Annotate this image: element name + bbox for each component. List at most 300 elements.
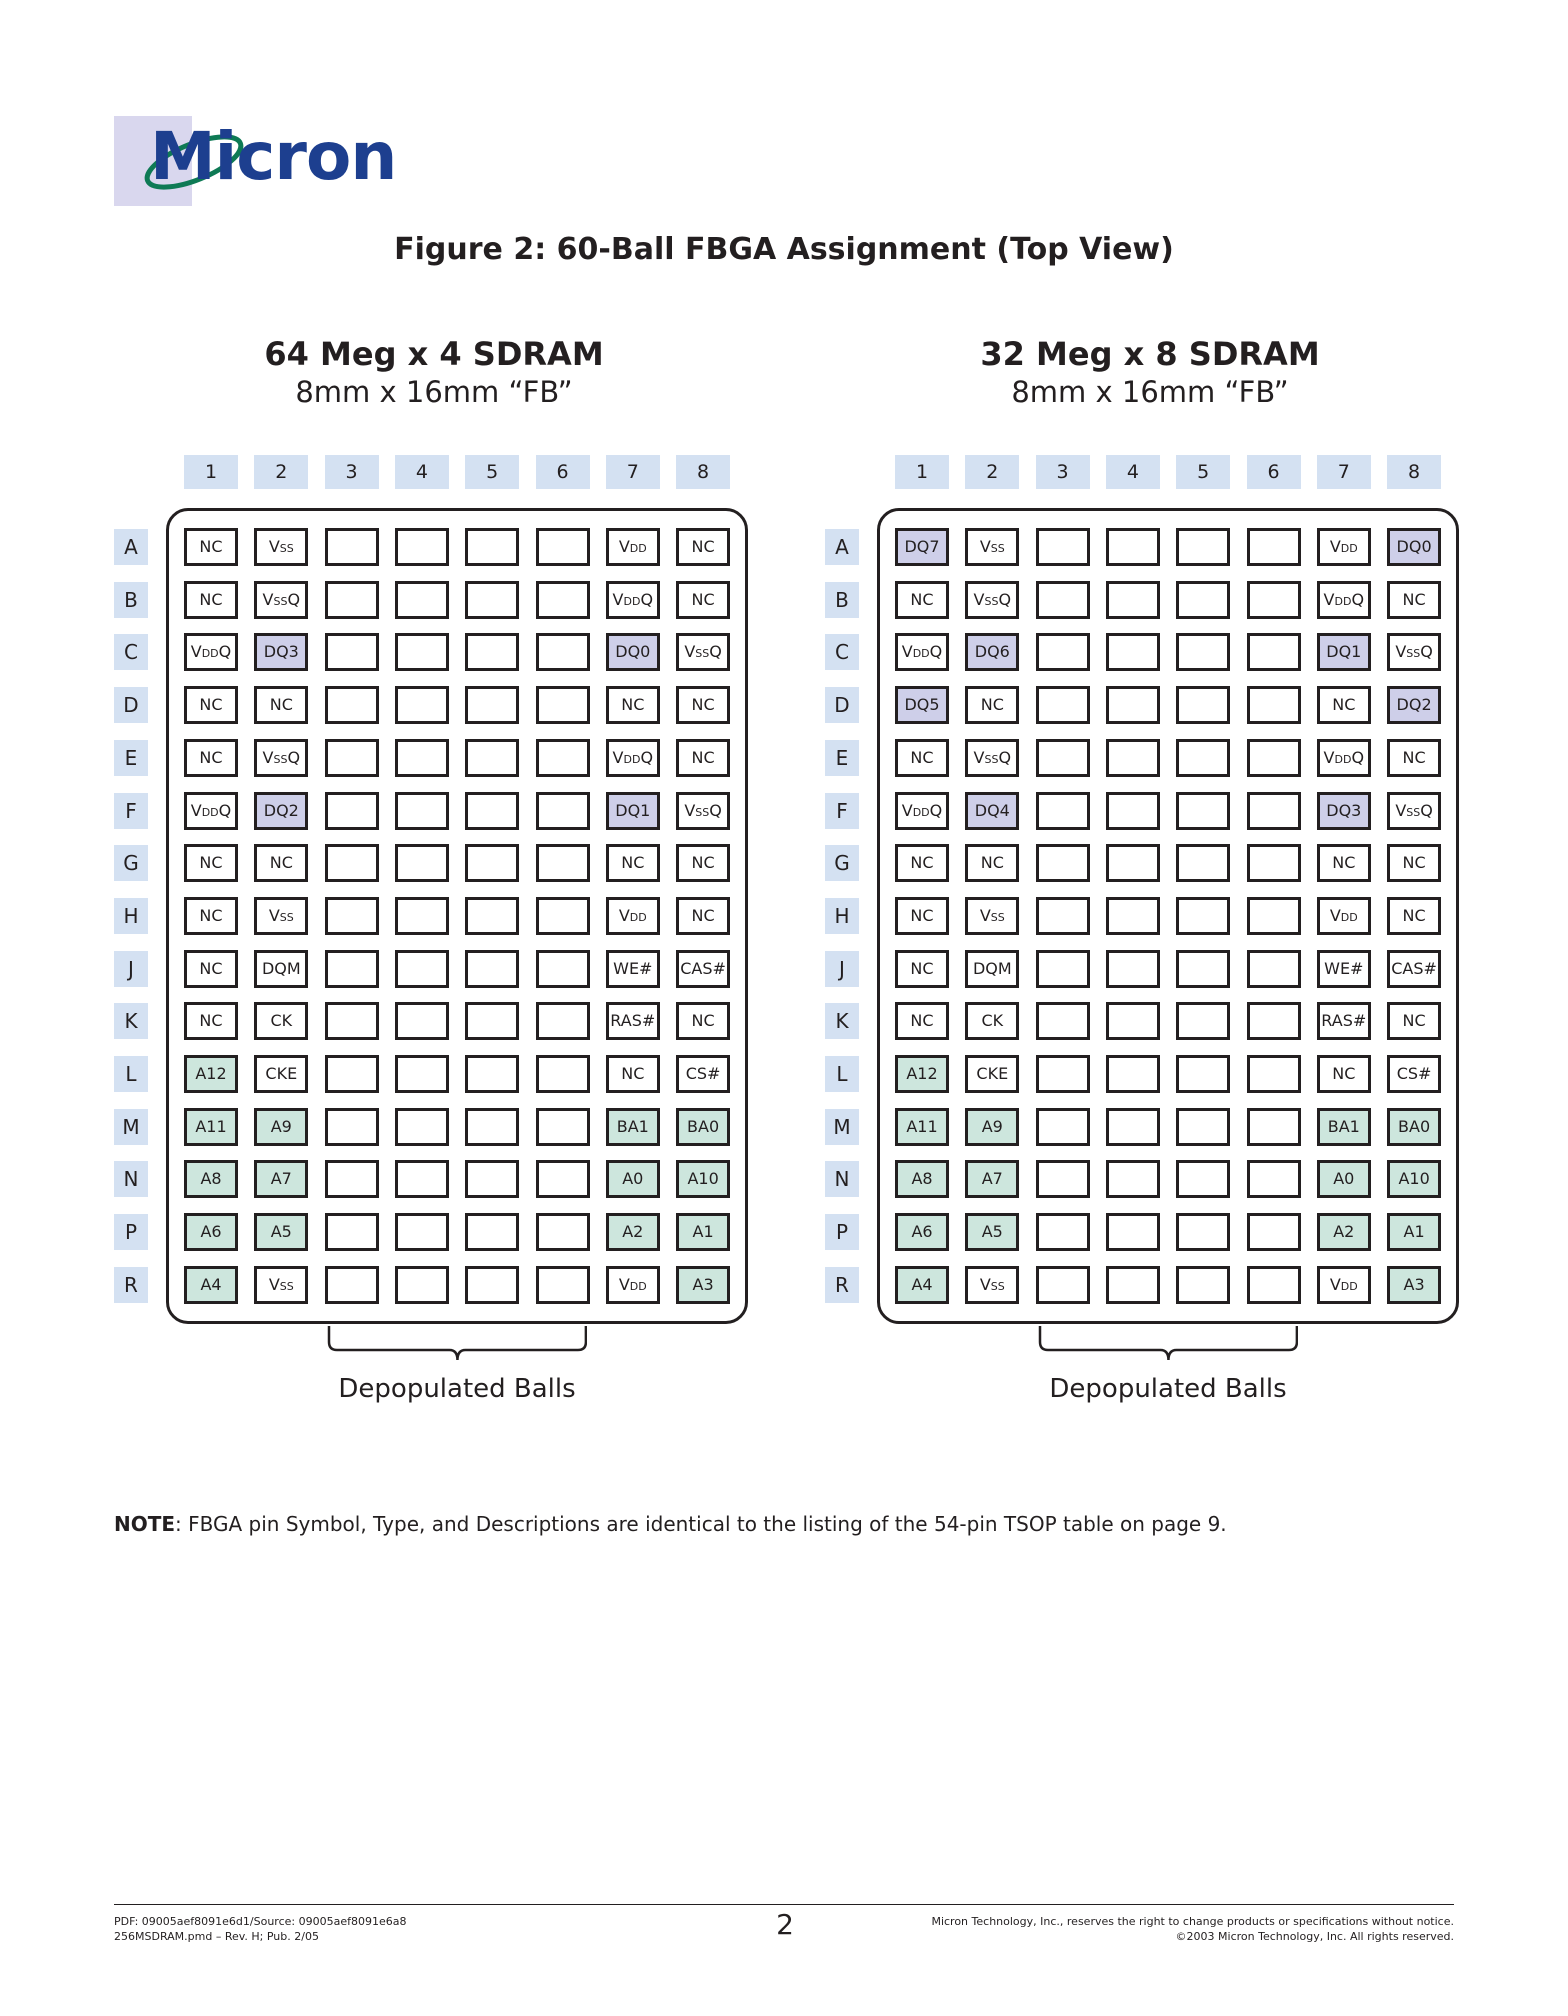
ball-depopulated: [325, 686, 379, 724]
ball-depopulated: [395, 528, 449, 566]
pin-subscript: SS: [695, 805, 710, 819]
row-header: M: [114, 1109, 148, 1145]
ball-pin: A6: [184, 1213, 238, 1251]
ball-pin: VSS: [965, 897, 1019, 935]
ball-depopulated: [1036, 897, 1090, 935]
ball-depopulated: [1247, 950, 1301, 988]
ball-pin: VSSQ: [1387, 633, 1441, 671]
ball-pin: NC: [184, 528, 238, 566]
ball-pin: A11: [184, 1108, 238, 1146]
ball-pin: DQM: [254, 950, 308, 988]
pin-subscript: DD: [629, 1279, 647, 1293]
column-header: 4: [395, 455, 449, 489]
ball-pin: NC: [606, 1055, 660, 1093]
ball-pin: VSSQ: [965, 739, 1019, 777]
pin-subscript: DD: [912, 647, 930, 661]
ball-pin: NC: [1317, 686, 1371, 724]
ball-depopulated: [1036, 528, 1090, 566]
ball-depopulated: [465, 792, 519, 830]
ball-depopulated: [1036, 1108, 1090, 1146]
note-label: NOTE: [114, 1512, 176, 1536]
ball-depopulated: [1247, 581, 1301, 619]
footer-left: [114, 1914, 406, 1944]
ball-pin: NC: [676, 581, 730, 619]
ball-depopulated: [465, 528, 519, 566]
ball-depopulated: [1106, 739, 1160, 777]
pin-subscript: SS: [279, 910, 294, 924]
ball-depopulated: [395, 686, 449, 724]
ball-pin: NC: [184, 581, 238, 619]
depopulated-brace-icon: [1038, 1324, 1299, 1364]
ball-pin: CKE: [965, 1055, 1019, 1093]
row-header: B: [825, 582, 859, 618]
ball-depopulated: [325, 1266, 379, 1304]
ball-pin: CK: [965, 1002, 1019, 1040]
ball-pin: NC: [895, 739, 949, 777]
ball-pin: CAS#: [1387, 950, 1441, 988]
ball-depopulated: [465, 686, 519, 724]
ball-depopulated: [1247, 1266, 1301, 1304]
ball-pin: A3: [1387, 1266, 1441, 1304]
ball-pin: A6: [895, 1213, 949, 1251]
ball-depopulated: [325, 1108, 379, 1146]
column-header: 6: [1247, 455, 1301, 489]
ball-depopulated: [1106, 1160, 1160, 1198]
ball-pin: DQ2: [254, 792, 308, 830]
ball-depopulated: [1247, 844, 1301, 882]
row-header: L: [825, 1056, 859, 1092]
ball-depopulated: [325, 897, 379, 935]
ball-depopulated: [325, 792, 379, 830]
ball-pin: A8: [184, 1160, 238, 1198]
ball-depopulated: [1036, 739, 1090, 777]
pin-subscript: SS: [279, 542, 294, 555]
ball-depopulated: [1106, 897, 1160, 935]
ball-depopulated: [1176, 1055, 1230, 1093]
ball-pin: DQ0: [606, 633, 660, 671]
row-header: R: [825, 1267, 859, 1303]
pin-subscript: SS: [279, 1279, 294, 1293]
ball-pin: NC: [1387, 581, 1441, 619]
ball-pin: CKE: [254, 1055, 308, 1093]
pin-subscript: DD: [629, 910, 647, 924]
ball-depopulated: [1176, 950, 1230, 988]
row-header: N: [114, 1161, 148, 1197]
ball-pin: A4: [184, 1266, 238, 1304]
ball-depopulated: [536, 897, 590, 935]
ball-pin: A12: [895, 1055, 949, 1093]
ball-pin: DQM: [965, 950, 1019, 988]
ball-pin: VDDQ: [1317, 581, 1371, 619]
ball-pin: BA0: [1387, 1108, 1441, 1146]
ball-depopulated: [1106, 950, 1160, 988]
pin-subscript: DD: [629, 542, 647, 555]
ball-pin: VDDQ: [606, 581, 660, 619]
ball-pin: A5: [965, 1213, 1019, 1251]
ball-depopulated: [536, 1213, 590, 1251]
pin-subscript: SS: [273, 752, 288, 766]
ball-depopulated: [1176, 1266, 1230, 1304]
ball-depopulated: [395, 1213, 449, 1251]
pin-subscript: DD: [1340, 542, 1358, 555]
ball-pin: NC: [676, 1002, 730, 1040]
ball-depopulated: [536, 792, 590, 830]
ball-pin: A0: [1317, 1160, 1371, 1198]
ball-depopulated: [1036, 1055, 1090, 1093]
ball-pin: A7: [254, 1160, 308, 1198]
ball-pin: NC: [676, 897, 730, 935]
ball-pin: DQ3: [1317, 792, 1371, 830]
pin-subscript: DD: [1340, 1279, 1358, 1293]
ball-pin: DQ1: [606, 792, 660, 830]
ball-depopulated: [1176, 633, 1230, 671]
ball-depopulated: [395, 844, 449, 882]
row-header: D: [114, 687, 148, 723]
ball-depopulated: [465, 1002, 519, 1040]
ball-depopulated: [536, 950, 590, 988]
footer-copyright: ©2003 Micron Technology, Inc. All rights reserved.: [1175, 1930, 1454, 1943]
ball-pin: DQ5: [895, 686, 949, 724]
ball-depopulated: [325, 581, 379, 619]
column-header: 3: [325, 455, 379, 489]
pin-subscript: SS: [984, 594, 999, 608]
ball-depopulated: [536, 1266, 590, 1304]
ball-pin: BA1: [1317, 1108, 1371, 1146]
ball-pin: VDD: [606, 528, 660, 566]
ball-pin: BA0: [676, 1108, 730, 1146]
ball-pin: NC: [254, 686, 308, 724]
column-header: 8: [1387, 455, 1441, 489]
ball-depopulated: [465, 1108, 519, 1146]
ball-depopulated: [465, 1266, 519, 1304]
ball-depopulated: [465, 581, 519, 619]
ball-pin: A9: [965, 1108, 1019, 1146]
row-header: L: [114, 1056, 148, 1092]
column-header: 3: [1036, 455, 1090, 489]
ball-depopulated: [1176, 792, 1230, 830]
row-header: R: [114, 1267, 148, 1303]
row-header: K: [114, 1003, 148, 1039]
ball-depopulated: [1106, 686, 1160, 724]
pin-subscript: SS: [1406, 647, 1421, 661]
ball-pin: NC: [1317, 1055, 1371, 1093]
column-header: 2: [965, 455, 1019, 489]
ball-pin: NC: [1387, 897, 1441, 935]
ball-depopulated: [395, 1055, 449, 1093]
ball-pin: VDD: [606, 897, 660, 935]
ball-depopulated: [395, 792, 449, 830]
ball-depopulated: [1247, 1213, 1301, 1251]
row-header: H: [114, 898, 148, 934]
ball-pin: VDDQ: [606, 739, 660, 777]
ball-depopulated: [1247, 633, 1301, 671]
ball-depopulated: [395, 897, 449, 935]
micron-logo: [114, 114, 424, 208]
ball-depopulated: [465, 1055, 519, 1093]
ball-depopulated: [1176, 581, 1230, 619]
row-header: A: [114, 529, 148, 565]
ball-pin: WE#: [606, 950, 660, 988]
ball-pin: VDDQ: [895, 792, 949, 830]
row-header: G: [825, 845, 859, 881]
ball-pin: A2: [606, 1213, 660, 1251]
row-header: A: [825, 529, 859, 565]
ball-depopulated: [465, 1160, 519, 1198]
ball-pin: VSS: [254, 897, 308, 935]
ball-pin: VDDQ: [1317, 739, 1371, 777]
ball-depopulated: [395, 633, 449, 671]
page-number: 2: [776, 1908, 794, 1941]
ball-pin: CS#: [676, 1055, 730, 1093]
ball-pin: VSSQ: [676, 633, 730, 671]
footer-revision: 256MSDRAM.pmd – Rev. H; Pub. 2/05: [114, 1930, 319, 1943]
column-header: 5: [465, 455, 519, 489]
column-header: 4: [1106, 455, 1160, 489]
row-header: M: [825, 1109, 859, 1145]
ball-depopulated: [1176, 844, 1230, 882]
ball-pin: DQ2: [1387, 686, 1441, 724]
logo-wordmark: Micron: [150, 118, 397, 195]
ball-depopulated: [1247, 1108, 1301, 1146]
ball-pin: VDDQ: [184, 792, 238, 830]
ball-pin: NC: [676, 528, 730, 566]
column-header: 6: [536, 455, 590, 489]
ball-pin: VSSQ: [965, 581, 1019, 619]
ball-depopulated: [465, 1213, 519, 1251]
ball-pin: NC: [895, 950, 949, 988]
ball-pin: NC: [606, 844, 660, 882]
ball-depopulated: [325, 1160, 379, 1198]
row-header: G: [114, 845, 148, 881]
ball-pin: NC: [676, 686, 730, 724]
ball-pin: A5: [254, 1213, 308, 1251]
ball-pin: NC: [676, 844, 730, 882]
ball-pin: DQ6: [965, 633, 1019, 671]
ball-depopulated: [536, 1055, 590, 1093]
ball-pin: VSS: [254, 528, 308, 566]
pin-subscript: DD: [201, 805, 219, 819]
ball-pin: VDD: [606, 1266, 660, 1304]
ball-pin: VSS: [254, 1266, 308, 1304]
note: [114, 1512, 1227, 1536]
ball-pin: DQ4: [965, 792, 1019, 830]
ball-pin: NC: [184, 1002, 238, 1040]
ball-depopulated: [1176, 739, 1230, 777]
package-1-size: 8mm x 16mm “FB”: [295, 375, 573, 409]
ball-depopulated: [465, 633, 519, 671]
pin-subscript: DD: [623, 594, 641, 608]
row-header: J: [825, 951, 859, 987]
ball-pin: A1: [1387, 1213, 1441, 1251]
column-header: 7: [606, 455, 660, 489]
ball-depopulated: [1036, 792, 1090, 830]
ball-depopulated: [465, 844, 519, 882]
ball-depopulated: [1106, 844, 1160, 882]
ball-pin: CS#: [1387, 1055, 1441, 1093]
ball-depopulated: [395, 1002, 449, 1040]
ball-depopulated: [1036, 686, 1090, 724]
depopulated-balls-label: Depopulated Balls: [338, 1374, 576, 1404]
ball-depopulated: [1247, 1055, 1301, 1093]
ball-depopulated: [1176, 1108, 1230, 1146]
pin-subscript: DD: [912, 805, 930, 819]
row-header: D: [825, 687, 859, 723]
footer-source: PDF: 09005aef8091e6d1/Source: 09005aef8091e6a8: [114, 1915, 407, 1928]
ball-pin: NC: [895, 581, 949, 619]
ball-depopulated: [465, 950, 519, 988]
pin-subscript: SS: [695, 647, 710, 661]
footer-disclaimer: Micron Technology, Inc., reserves the right to change products or specifications without notice.: [931, 1915, 1454, 1928]
ball-depopulated: [1106, 1266, 1160, 1304]
column-header: 2: [254, 455, 308, 489]
ball-pin: VSSQ: [254, 739, 308, 777]
ball-depopulated: [1036, 844, 1090, 882]
ball-pin: BA1: [606, 1108, 660, 1146]
ball-depopulated: [1176, 1213, 1230, 1251]
ball-depopulated: [1106, 581, 1160, 619]
ball-depopulated: [325, 844, 379, 882]
ball-pin: CK: [254, 1002, 308, 1040]
ball-depopulated: [536, 1002, 590, 1040]
row-header: K: [825, 1003, 859, 1039]
row-header: P: [114, 1214, 148, 1250]
ball-depopulated: [1106, 1213, 1160, 1251]
row-header: E: [114, 740, 148, 776]
row-header: C: [825, 634, 859, 670]
column-header: 1: [895, 455, 949, 489]
ball-pin: VSSQ: [1387, 792, 1441, 830]
ball-depopulated: [536, 686, 590, 724]
package-1-name: 64 Meg x 4 SDRAM: [264, 335, 604, 373]
ball-pin: WE#: [1317, 950, 1371, 988]
package-title-1: [174, 334, 694, 410]
ball-pin: NC: [1317, 844, 1371, 882]
pin-subscript: SS: [990, 1279, 1005, 1293]
ball-pin: NC: [606, 686, 660, 724]
ball-pin: VDD: [1317, 897, 1371, 935]
pin-subscript: DD: [1334, 752, 1352, 766]
ball-depopulated: [1176, 686, 1230, 724]
row-header: N: [825, 1161, 859, 1197]
ball-depopulated: [1247, 528, 1301, 566]
ball-pin: A10: [676, 1160, 730, 1198]
figure-title: Figure 2: 60-Ball FBGA Assignment (Top View): [394, 232, 1174, 267]
ball-depopulated: [1247, 897, 1301, 935]
pin-subscript: SS: [990, 910, 1005, 924]
ball-pin: VSS: [965, 1266, 1019, 1304]
ball-depopulated: [325, 950, 379, 988]
ball-pin: A4: [895, 1266, 949, 1304]
row-header: J: [114, 951, 148, 987]
package-2-name: 32 Meg x 8 SDRAM: [980, 335, 1320, 373]
ball-depopulated: [536, 1160, 590, 1198]
ball-depopulated: [536, 581, 590, 619]
column-header: 5: [1176, 455, 1230, 489]
ball-depopulated: [325, 1002, 379, 1040]
ball-pin: VSSQ: [676, 792, 730, 830]
ball-pin: A3: [676, 1266, 730, 1304]
ball-depopulated: [325, 739, 379, 777]
ball-depopulated: [395, 739, 449, 777]
ball-depopulated: [395, 1160, 449, 1198]
pin-subscript: SS: [990, 542, 1005, 555]
ball-depopulated: [1036, 1002, 1090, 1040]
package-title-2: [890, 334, 1410, 410]
ball-pin: DQ7: [895, 528, 949, 566]
ball-pin: VSSQ: [254, 581, 308, 619]
ball-pin: A2: [1317, 1213, 1371, 1251]
ball-pin: VDD: [1317, 528, 1371, 566]
row-header: B: [114, 582, 148, 618]
ball-pin: A7: [965, 1160, 1019, 1198]
ball-depopulated: [536, 1108, 590, 1146]
ball-depopulated: [325, 528, 379, 566]
ball-pin: RAS#: [1317, 1002, 1371, 1040]
ball-pin: A11: [895, 1108, 949, 1146]
ball-pin: A0: [606, 1160, 660, 1198]
ball-pin: NC: [895, 897, 949, 935]
ball-depopulated: [1247, 739, 1301, 777]
ball-pin: NC: [965, 844, 1019, 882]
ball-pin: NC: [184, 739, 238, 777]
ball-depopulated: [1247, 1160, 1301, 1198]
ball-pin: DQ1: [1317, 633, 1371, 671]
ball-pin: NC: [1387, 844, 1441, 882]
pin-subscript: SS: [273, 594, 288, 608]
row-header: F: [114, 793, 148, 829]
pin-subscript: SS: [984, 752, 999, 766]
ball-pin: DQ0: [1387, 528, 1441, 566]
ball-pin: DQ3: [254, 633, 308, 671]
ball-pin: A10: [1387, 1160, 1441, 1198]
ball-depopulated: [325, 1213, 379, 1251]
ball-depopulated: [1106, 1108, 1160, 1146]
ball-depopulated: [536, 633, 590, 671]
ball-pin: VSS: [965, 528, 1019, 566]
ball-depopulated: [395, 581, 449, 619]
ball-depopulated: [1106, 1002, 1160, 1040]
ball-depopulated: [1106, 792, 1160, 830]
ball-pin: NC: [184, 686, 238, 724]
pin-subscript: SS: [1406, 805, 1421, 819]
ball-pin: NC: [184, 897, 238, 935]
row-header: C: [114, 634, 148, 670]
ball-pin: NC: [1387, 1002, 1441, 1040]
ball-pin: NC: [184, 950, 238, 988]
ball-depopulated: [1106, 528, 1160, 566]
ball-pin: RAS#: [606, 1002, 660, 1040]
ball-pin: A1: [676, 1213, 730, 1251]
ball-depopulated: [1176, 528, 1230, 566]
row-header: F: [825, 793, 859, 829]
ball-pin: NC: [895, 1002, 949, 1040]
pin-subscript: DD: [1334, 594, 1352, 608]
ball-pin: A12: [184, 1055, 238, 1093]
ball-depopulated: [1106, 1055, 1160, 1093]
ball-depopulated: [536, 528, 590, 566]
ball-pin: A8: [895, 1160, 949, 1198]
depopulated-brace-icon: [327, 1324, 588, 1364]
ball-depopulated: [325, 1055, 379, 1093]
ball-depopulated: [1176, 1160, 1230, 1198]
ball-depopulated: [1036, 633, 1090, 671]
ball-depopulated: [1036, 1213, 1090, 1251]
pin-subscript: DD: [201, 647, 219, 661]
ball-depopulated: [1036, 1266, 1090, 1304]
ball-depopulated: [1106, 633, 1160, 671]
column-header: 1: [184, 455, 238, 489]
ball-pin: VDDQ: [184, 633, 238, 671]
